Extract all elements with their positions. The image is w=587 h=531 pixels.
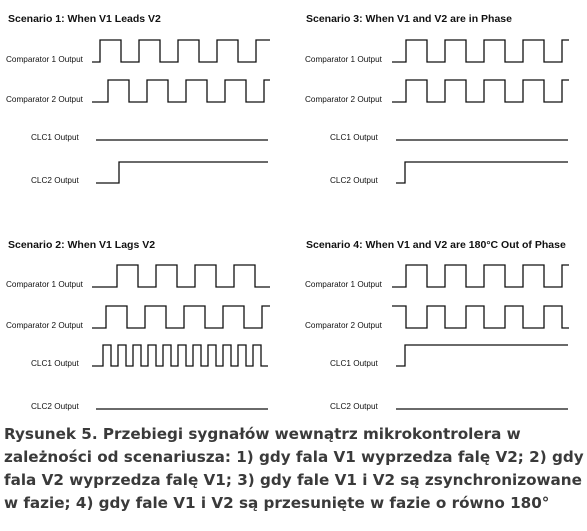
scenario-4-title: Scenario 4: When V1 and V2 are 180°C Out of Phase [306,239,566,251]
s1-clc1-label: CLC1 Output [31,133,79,142]
s1-clc2-waveform [96,162,268,183]
s4-cmp2-waveform [392,306,569,328]
scenario-2-panel [6,239,270,411]
scenario-2-title: Scenario 2: When V1 Lags V2 [8,239,156,251]
scenario-1-panel [6,13,270,185]
scenario-4-panel [305,239,569,411]
s1-clc2-label: CLC2 Output [31,176,79,185]
s2-clc1-label: CLC1 Output [31,359,79,368]
s4-cmp2-label: Comparator 2 Output [305,321,382,330]
s3-clc2-label: CLC2 Output [330,176,378,185]
s4-clc2-label: CLC2 Output [330,402,378,411]
s2-cmp1-waveform [92,265,270,287]
s2-clc2-label: CLC2 Output [31,402,79,411]
s3-cmp1-waveform [392,40,569,62]
s4-clc1-label: CLC1 Output [330,359,378,368]
scenario-1-title: Scenario 1: When V1 Leads V2 [8,13,161,25]
s2-clc1-waveform [92,345,268,366]
scenario-3-panel [305,13,569,185]
s4-cmp1-label: Comparator 1 Output [305,280,382,289]
scenario-3-title: Scenario 3: When V1 and V2 are in Phase [306,13,512,25]
s3-clc2-waveform [396,162,568,183]
s3-cmp2-waveform [392,80,569,102]
s1-cmp2-waveform [92,80,270,102]
s1-cmp1-label: Comparator 1 Output [6,55,83,64]
s4-clc1-waveform [396,345,568,366]
s3-cmp2-label: Comparator 2 Output [305,95,382,104]
s3-cmp1-label: Comparator 1 Output [305,55,382,64]
s4-cmp1-waveform [392,265,569,287]
s1-cmp2-label: Comparator 2 Output [6,95,83,104]
s3-clc1-label: CLC1 Output [330,133,378,142]
s2-cmp2-waveform [92,306,270,328]
s2-cmp1-label: Comparator 1 Output [6,280,83,289]
figure-caption: Rysunek 5. Przebiegi sygnałów wewnątrz mikrokontrolera w zależności od scenariusza: 1) gdy fala V1 wyprzedza falę V2; 2) gdy fala V2 wyprzedza falę V1; 3) gdy fale V1 i V2 są zsynchronizowane w fazie; 4) gdy fale V1 i V2 są przesunięte w fazie o równo 180° [4,425,584,512]
s1-cmp1-waveform [92,40,270,62]
s2-cmp2-label: Comparator 2 Output [6,321,83,330]
